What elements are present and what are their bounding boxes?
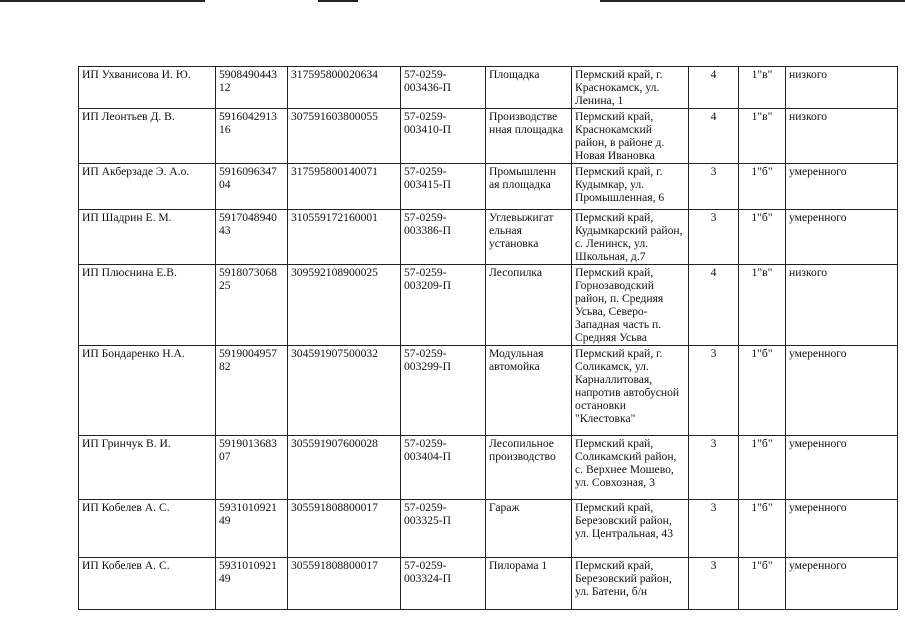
table-row xyxy=(79,436,898,500)
registry-rows xyxy=(79,67,898,610)
table-row xyxy=(79,67,898,109)
hazard-class-cell xyxy=(739,210,786,265)
risk-level-cell xyxy=(786,210,898,265)
object-name-cell-text: Лесопилка xyxy=(489,266,542,279)
hazard-class-cell xyxy=(739,67,786,109)
ogrn-cell-text: 307591603800055 xyxy=(291,110,378,123)
category-cell xyxy=(689,436,739,500)
risk-level-cell-text: низкого xyxy=(789,110,828,123)
address-cell-text: Пермский край, Соликамский район, с. Верхнее Мошево, ул. Совхозная, 3 xyxy=(575,437,677,489)
address-cell-text: Пермский край, Березовский район, ул. Батени, б/н xyxy=(575,559,672,598)
entity-name-cell xyxy=(79,436,216,500)
object-name-cell-text: Пилорама 1 xyxy=(489,559,548,572)
ogrn-cell xyxy=(288,558,401,610)
table-row xyxy=(79,210,898,265)
category-cell xyxy=(689,109,739,164)
inn-cell-text: 5919013683 07 xyxy=(219,437,277,463)
category-cell-text: 3 xyxy=(710,437,717,450)
address-cell-text: Пермский край, Краснокамский район, в районе д. Новая Ивановка xyxy=(575,110,665,162)
object-name-cell xyxy=(486,109,572,164)
inn-cell xyxy=(216,265,288,346)
hazard-class-cell-text: 1"б" xyxy=(751,347,773,360)
ogrn-cell-text: 304591907500032 xyxy=(291,347,378,360)
risk-level-cell xyxy=(786,436,898,500)
risk-level-cell-text: умеренного xyxy=(789,211,847,224)
entity-name-cell-text: ИП Кобелев А. С. xyxy=(82,559,170,572)
category-cell-text: 3 xyxy=(710,501,717,514)
hazard-class-cell xyxy=(739,164,786,210)
hazard-class-cell xyxy=(739,346,786,436)
ogrn-cell xyxy=(288,346,401,436)
ogrn-cell xyxy=(288,164,401,210)
address-cell-text: Пермский край, Горнозаводский район, п. Средняя Усьва, Северо-Западная часть п. Средняя Усьва xyxy=(575,266,664,344)
address-cell xyxy=(572,164,689,210)
risk-level-cell-text: умеренного xyxy=(789,165,847,178)
ogrn-cell xyxy=(288,500,401,558)
inn-cell-text: 5931010921 49 xyxy=(219,559,277,585)
risk-level-cell xyxy=(786,265,898,346)
hazard-class-cell xyxy=(739,558,786,610)
registration-number-cell-text: 57-0259- 003325-П xyxy=(404,501,452,527)
risk-level-cell xyxy=(786,500,898,558)
category-cell xyxy=(689,210,739,265)
address-cell xyxy=(572,558,689,610)
inn-cell xyxy=(216,500,288,558)
entity-name-cell xyxy=(79,265,216,346)
address-cell xyxy=(572,265,689,346)
entity-name-cell-text: ИП Леонтьев Д. В. xyxy=(82,110,175,123)
category-cell xyxy=(689,346,739,436)
hazard-class-cell xyxy=(739,436,786,500)
registration-number-cell-text: 57-0259- 003436-П xyxy=(404,68,452,94)
address-cell-text: Пермский край, Березовский район, ул. Центральная, 43 xyxy=(575,501,673,540)
entity-name-cell xyxy=(79,109,216,164)
entity-name-cell-text: ИП Ухванисова И. Ю. xyxy=(82,68,191,81)
object-name-cell-text: Площадка xyxy=(489,68,540,81)
inn-cell-text: 5916042913 16 xyxy=(219,110,277,136)
risk-level-cell-text: низкого xyxy=(789,68,828,81)
hazard-class-cell xyxy=(739,500,786,558)
ogrn-cell-text: 305591907600028 xyxy=(291,437,378,450)
object-name-cell xyxy=(486,500,572,558)
risk-level-cell-text: низкого xyxy=(789,266,828,279)
hazard-class-cell-text: 1"в" xyxy=(751,266,773,279)
object-name-cell xyxy=(486,436,572,500)
entity-name-cell-text: ИП Гринчук В. И. xyxy=(82,437,171,450)
hazard-class-cell xyxy=(739,109,786,164)
object-name-cell xyxy=(486,67,572,109)
inn-cell-text: 5918073068 25 xyxy=(219,266,277,292)
object-name-cell xyxy=(486,210,572,265)
risk-level-cell-text: умеренного xyxy=(789,559,847,572)
category-cell xyxy=(689,500,739,558)
category-cell-text: 3 xyxy=(710,559,717,572)
address-cell-text: Пермский край, г. Краснокамск, ул. Ленина, 1 xyxy=(575,68,663,107)
registration-number-cell xyxy=(401,164,486,210)
entity-name-cell xyxy=(79,210,216,265)
hazard-class-cell xyxy=(739,265,786,346)
object-name-cell-text: Углевыжигат ельная установка xyxy=(489,211,554,250)
category-cell-text: 3 xyxy=(710,211,717,224)
table-row xyxy=(79,265,898,346)
address-cell xyxy=(572,436,689,500)
inn-cell-text: 5917048940 43 xyxy=(219,211,277,237)
object-name-cell-text: Модульная автомойка xyxy=(489,347,544,373)
risk-level-cell xyxy=(786,346,898,436)
ogrn-cell xyxy=(288,109,401,164)
risk-level-cell xyxy=(786,164,898,210)
category-cell xyxy=(689,164,739,210)
registration-number-cell-text: 57-0259- 003299-П xyxy=(404,347,452,373)
ogrn-cell-text: 305591808800017 xyxy=(291,559,378,572)
category-cell-text: 3 xyxy=(710,347,717,360)
entity-name-cell-text: ИП Бондаренко Н.А. xyxy=(82,347,185,360)
ogrn-cell xyxy=(288,210,401,265)
ogrn-cell-text: 310559172160001 xyxy=(291,211,378,224)
entity-name-cell xyxy=(79,346,216,436)
category-cell xyxy=(689,67,739,109)
hazard-class-cell-text: 1"в" xyxy=(751,68,773,81)
inn-cell xyxy=(216,436,288,500)
entity-name-cell xyxy=(79,164,216,210)
category-cell-text: 3 xyxy=(710,165,717,178)
table-row xyxy=(79,164,898,210)
risk-level-cell xyxy=(786,558,898,610)
ogrn-cell xyxy=(288,265,401,346)
table-row xyxy=(79,500,898,558)
address-cell xyxy=(572,109,689,164)
entity-name-cell xyxy=(79,67,216,109)
table-row xyxy=(79,346,898,436)
registration-number-cell-text: 57-0259- 003404-П xyxy=(404,437,452,463)
ogrn-cell-text: 305591808800017 xyxy=(291,501,378,514)
object-name-cell xyxy=(486,164,572,210)
inn-cell xyxy=(216,210,288,265)
registration-number-cell-text: 57-0259- 003386-П xyxy=(404,211,452,237)
risk-level-cell-text: умеренного xyxy=(789,501,847,514)
address-cell-text: Пермский край, Кудымкарский район, с. Ленинск, ул. Школьная, д.7 xyxy=(575,211,683,263)
inn-cell-text: 5931010921 49 xyxy=(219,501,277,527)
hazard-class-cell-text: 1"б" xyxy=(751,559,773,572)
risk-level-cell-text: умеренного xyxy=(789,347,847,360)
ogrn-cell-text: 317595800140071 xyxy=(291,165,378,178)
registration-number-cell-text: 57-0259- 003324-П xyxy=(404,559,452,585)
registration-number-cell xyxy=(401,500,486,558)
address-cell xyxy=(572,346,689,436)
address-cell-text: Пермский край, г. Кудымкар, ул. Промышленная, 6 xyxy=(575,165,665,204)
registration-number-cell-text: 57-0259- 003415-П xyxy=(404,165,452,191)
registration-number-cell-text: 57-0259- 003209-П xyxy=(404,266,452,292)
entity-name-cell-text: ИП Плюснина Е.В. xyxy=(82,266,177,279)
hazard-class-cell-text: 1"б" xyxy=(751,165,773,178)
inn-cell xyxy=(216,109,288,164)
hazard-class-cell-text: 1"б" xyxy=(751,437,773,450)
entity-name-cell xyxy=(79,500,216,558)
address-cell-text: Пермский край, г. Соликамск, ул. Карналлитовая, напротив автобусной остановки "Клестовка" xyxy=(575,347,680,425)
inn-cell xyxy=(216,67,288,109)
category-cell xyxy=(689,558,739,610)
category-cell-text: 4 xyxy=(710,68,717,81)
object-name-cell-text: Производстве нная площадка xyxy=(489,110,564,136)
hazard-class-cell-text: 1"б" xyxy=(751,211,773,224)
inn-cell xyxy=(216,164,288,210)
registration-number-cell xyxy=(401,109,486,164)
category-cell-text: 4 xyxy=(710,110,717,123)
risk-level-cell-text: умеренного xyxy=(789,437,847,450)
inn-cell-text: 5916096347 04 xyxy=(219,165,277,191)
entity-name-cell-text: ИП Акберзаде Э. А.о. xyxy=(82,165,190,178)
registration-number-cell xyxy=(401,265,486,346)
risk-level-cell xyxy=(786,67,898,109)
ogrn-cell xyxy=(288,67,401,109)
registration-number-cell xyxy=(401,558,486,610)
scan-edge-artifact xyxy=(0,0,905,2)
registration-number-cell-text: 57-0259- 003410-П xyxy=(404,110,452,136)
registration-number-cell xyxy=(401,210,486,265)
entity-name-cell-text: ИП Шадрин Е. М. xyxy=(82,211,172,224)
inn-cell-text: 5908490443 12 xyxy=(219,68,277,94)
address-cell xyxy=(572,67,689,109)
category-cell-text: 4 xyxy=(710,266,717,279)
entity-name-cell xyxy=(79,558,216,610)
object-name-cell-text: Промышленн ая площадка xyxy=(489,165,557,191)
object-name-cell xyxy=(486,265,572,346)
address-cell xyxy=(572,210,689,265)
object-name-cell-text: Лесопильное производство xyxy=(489,437,556,463)
ogrn-cell xyxy=(288,436,401,500)
object-name-cell xyxy=(486,558,572,610)
entity-name-cell-text: ИП Кобелев А. С. xyxy=(82,501,170,514)
ogrn-cell-text: 309592108900025 xyxy=(291,266,378,279)
table-row xyxy=(79,109,898,164)
registration-number-cell xyxy=(401,436,486,500)
address-cell xyxy=(572,500,689,558)
registration-number-cell xyxy=(401,346,486,436)
table-row xyxy=(79,558,898,610)
ogrn-cell-text: 317595800020634 xyxy=(291,68,378,81)
inn-cell xyxy=(216,346,288,436)
hazard-class-cell-text: 1"б" xyxy=(751,501,773,514)
inn-cell xyxy=(216,558,288,610)
category-cell xyxy=(689,265,739,346)
object-name-cell-text: Гараж xyxy=(489,501,520,514)
registration-number-cell xyxy=(401,67,486,109)
object-name-cell xyxy=(486,346,572,436)
risk-level-cell xyxy=(786,109,898,164)
hazard-class-cell-text: 1"в" xyxy=(751,110,773,123)
registry-table xyxy=(78,66,898,610)
inn-cell-text: 5919004957 82 xyxy=(219,347,277,373)
